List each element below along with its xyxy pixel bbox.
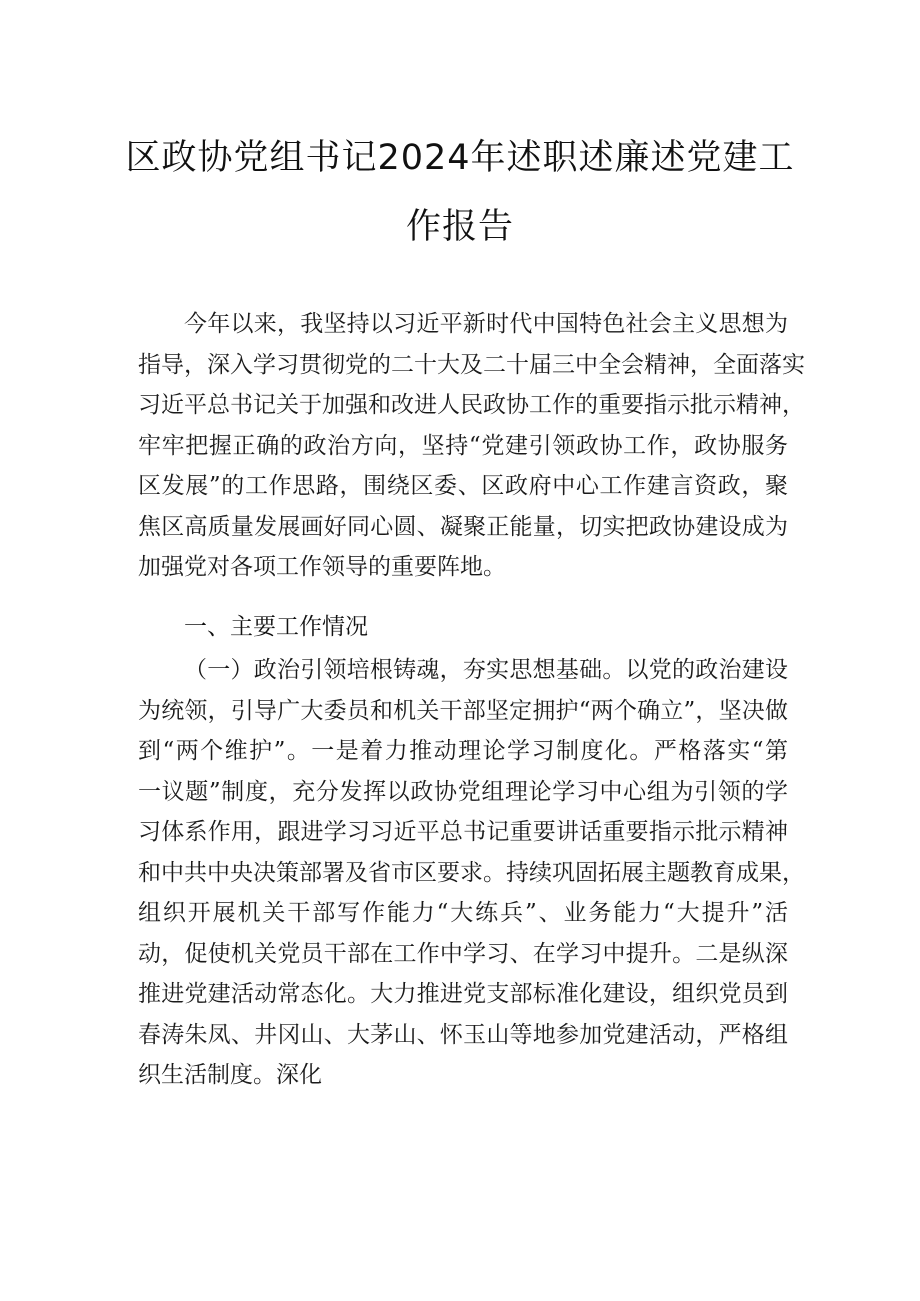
paragraph-line: 动，促使机关党员干部在工作中学习、在学习中提升。二是纵深 — [138, 940, 788, 967]
paragraph-line: 为统领，引导广大委员和机关干部坚定拥护“两个确立”，坚决做 — [138, 697, 788, 724]
paragraph-line: 加强党对各项工作领导的重要阵地。 — [138, 554, 506, 580]
paragraph-line: 推进党建活动常态化。大力推进党支部标准化建设，组织党员到 — [138, 981, 788, 1007]
paragraph-line: 指导，深入学习贯彻党的二十大及二十届三中全会精神，全面落实 — [138, 351, 805, 378]
paragraph-line: 组织开展机关干部写作能力“大练兵”、业务能力“大提升”活 — [138, 900, 788, 926]
paragraph-intro — [138, 304, 805, 588]
paragraph-line: （一）政治引领培根铸魂，夯实思想基础。以党的政治建设 — [184, 657, 788, 683]
paragraph-line: 和中共中央决策部署及省市区要求。持续巩固拓展主题教育成果， — [138, 859, 805, 886]
paragraph-line: 焦区高质量发展画好同心圆、凝聚正能量，切实把政协建设成为 — [138, 513, 788, 540]
paragraph-line: 今年以来，我坚持以习近平新时代中国特色社会主义思想为 — [184, 311, 788, 337]
paragraph-line: 牢牢把握正确的政治方向，坚持“党建引领政协工作，政协服务 — [138, 432, 788, 459]
paragraph-line: 到“两个维护”。一是着力推动理论学习制度化。严格落实“第 — [138, 738, 788, 764]
paragraph-line: 春涛朱凤、井冈山、大茅山、怀玉山等地参加党建活动，严格组 — [138, 1021, 788, 1048]
section-heading-main-work: 一、主要工作情况 — [184, 614, 368, 640]
document-title-line-1: 区政协党组书记2024年述职述廉述党建工 — [125, 138, 795, 178]
paragraph-political-leadership — [138, 650, 805, 1096]
paragraph-line: 区发展”的工作思路，围绕区委、区政府中心工作建言资政，聚 — [138, 473, 788, 499]
paragraph-line: 习体系作用，跟进学习习近平总书记重要讲话重要指示批示精神 — [138, 819, 788, 845]
paragraph-line: 一议题”制度，充分发挥以政协党组理论学习中心组为引领的学 — [138, 778, 788, 805]
paragraph-line: 习近平总书记关于加强和改进人民政协工作的重要指示批示精神， — [138, 392, 805, 418]
document-title-line-2: 作报告 — [405, 207, 514, 247]
paragraph-line: 织生活制度。深化 — [138, 1062, 322, 1088]
